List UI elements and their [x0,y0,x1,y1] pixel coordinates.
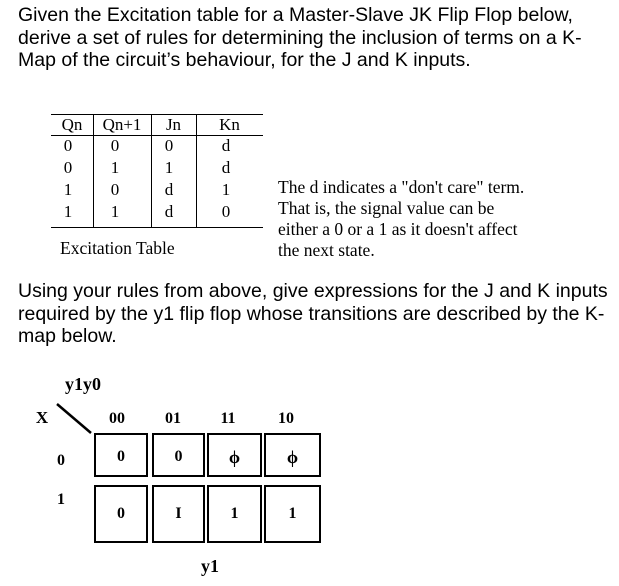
table-cell: d [164,180,174,199]
kmap-value: ϕ [228,447,241,467]
kmap-row-label: 1 [57,491,65,508]
table-cell: d [221,136,231,155]
table-cell: d [164,202,174,221]
table-cell: 0 [63,158,73,177]
table-cell: 0 [221,202,231,221]
kmap-value: ϕ [286,447,299,467]
kmap-col-label: 11 [220,410,236,427]
kmap-value: 1 [230,505,239,522]
kmap-value: 0 [117,505,125,522]
table-cell: 0 [164,136,174,155]
kmap-corner-diagonal [55,402,95,436]
table-cell: 1 [110,202,120,221]
table-cell: 1 [110,158,120,177]
question-task: Using your rules from above, give expressions for the J and K inputs required by the y1 flip flop whose transitions are described by the K-map below. [18,280,608,347]
header-qn: Qn [61,115,83,134]
kmap-column-variable: y1y0 [65,374,101,394]
kmap-output-label: y1 [201,556,219,576]
table-cell: d [221,158,231,177]
question-intro: Given the Excitation table for a Master-Slave JK Flip Flop below, derive a set of rules for determining the inclusion of terms on a K-Map of the circuit’s behaviour, for the J and K inputs. [18,4,582,71]
header-jn: Jn [165,115,182,134]
kmap-value: 1 [288,505,297,522]
table-cell: 1 [221,180,231,199]
header-kn: Kn [219,115,240,134]
kmap-col-label: 01 [165,410,181,427]
table-cell: 0 [110,136,120,155]
kmap-col-label: 10 [278,410,294,427]
table-cell: 1 [63,180,73,199]
kmap-row-variable: X [35,408,49,427]
kmap-value: I [175,505,182,522]
header-qn1: Qn+1 [102,115,142,134]
kmap-value: 0 [174,448,183,465]
table-cell: 1 [63,202,73,221]
table-cell: 1 [164,158,174,177]
excitation-table [51,114,263,228]
kmap-col-label: 00 [109,410,125,427]
kmap-value: 0 [117,448,125,465]
kmap-row-label: 0 [57,452,65,469]
table-caption: Excitation Table [60,238,175,258]
dont-care-note: The d indicates a "don't care" term. That is, the signal value can be either a 0 or a 1 as it doesn't affect the next state. [278,177,525,260]
table-cell: 0 [63,136,73,155]
table-cell: 0 [110,180,120,199]
